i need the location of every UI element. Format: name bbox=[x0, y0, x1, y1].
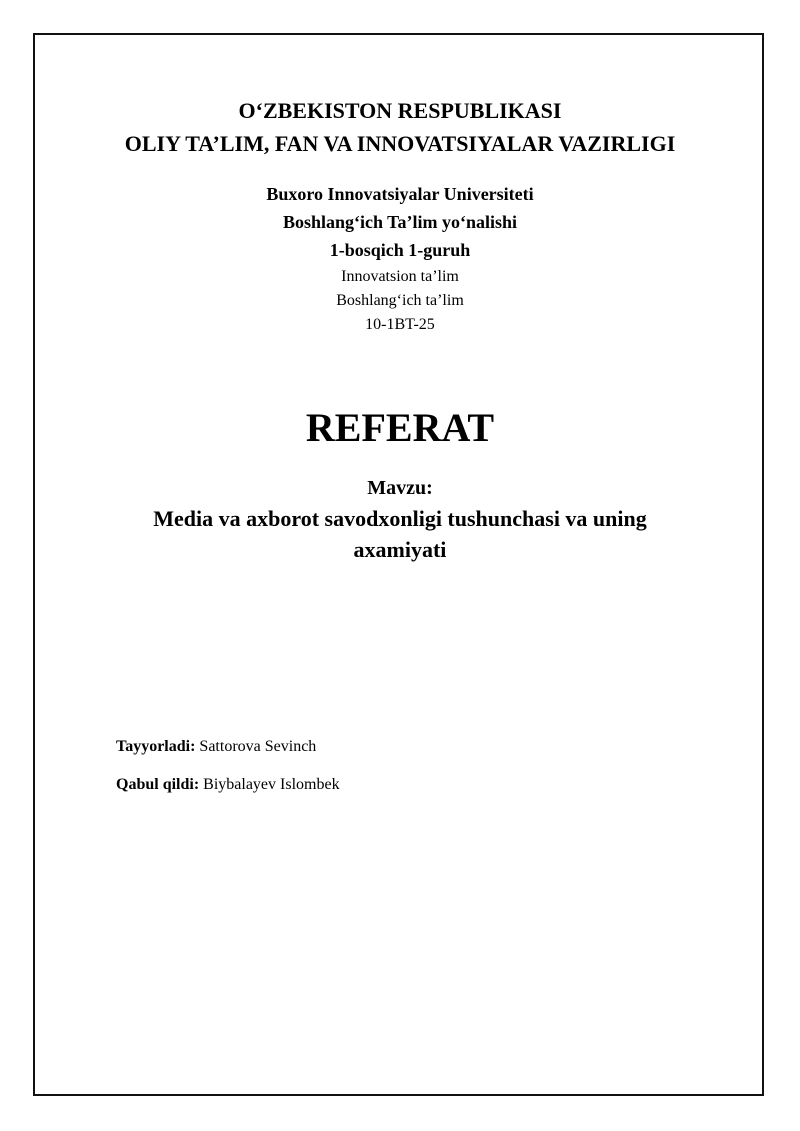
group-name: 1-bosqich 1-guruh bbox=[329, 240, 471, 260]
ministry-heading: OLIY TA’LIM, FAN VA INNOVATSIYALAR VAZIRLIGI bbox=[124, 131, 676, 156]
prepared-by-label: Tayyorladi: bbox=[116, 738, 196, 755]
program-line-2: Boshlang‘ich ta’lim bbox=[336, 292, 464, 309]
prepared-by-name: Sattorova Sevinch bbox=[199, 738, 317, 755]
country-heading: O‘ZBEKISTON RESPUBLIKASI bbox=[238, 98, 562, 123]
group-code: 10-1BT-25 bbox=[365, 316, 435, 333]
document-title: REFERAT bbox=[305, 405, 495, 450]
program-line-1: Innovatsion ta’lim bbox=[341, 268, 459, 285]
prepared-by bbox=[116, 735, 316, 759]
topic-line-1: Media va axborot savodxonligi tushunchasi va uning bbox=[153, 506, 647, 531]
accepted-by-label: Qabul qildi: bbox=[116, 776, 200, 793]
university-name: Buxoro Innovatsiyalar Universiteti bbox=[266, 184, 534, 204]
topic-label: Mavzu: bbox=[367, 477, 433, 499]
topic-line-2: axamiyati bbox=[353, 537, 447, 562]
accepted-by bbox=[116, 773, 340, 797]
accepted-by-name: Biybalayev Islombek bbox=[203, 776, 340, 793]
direction-name: Boshlang‘ich Ta’lim yo‘nalishi bbox=[282, 212, 518, 232]
